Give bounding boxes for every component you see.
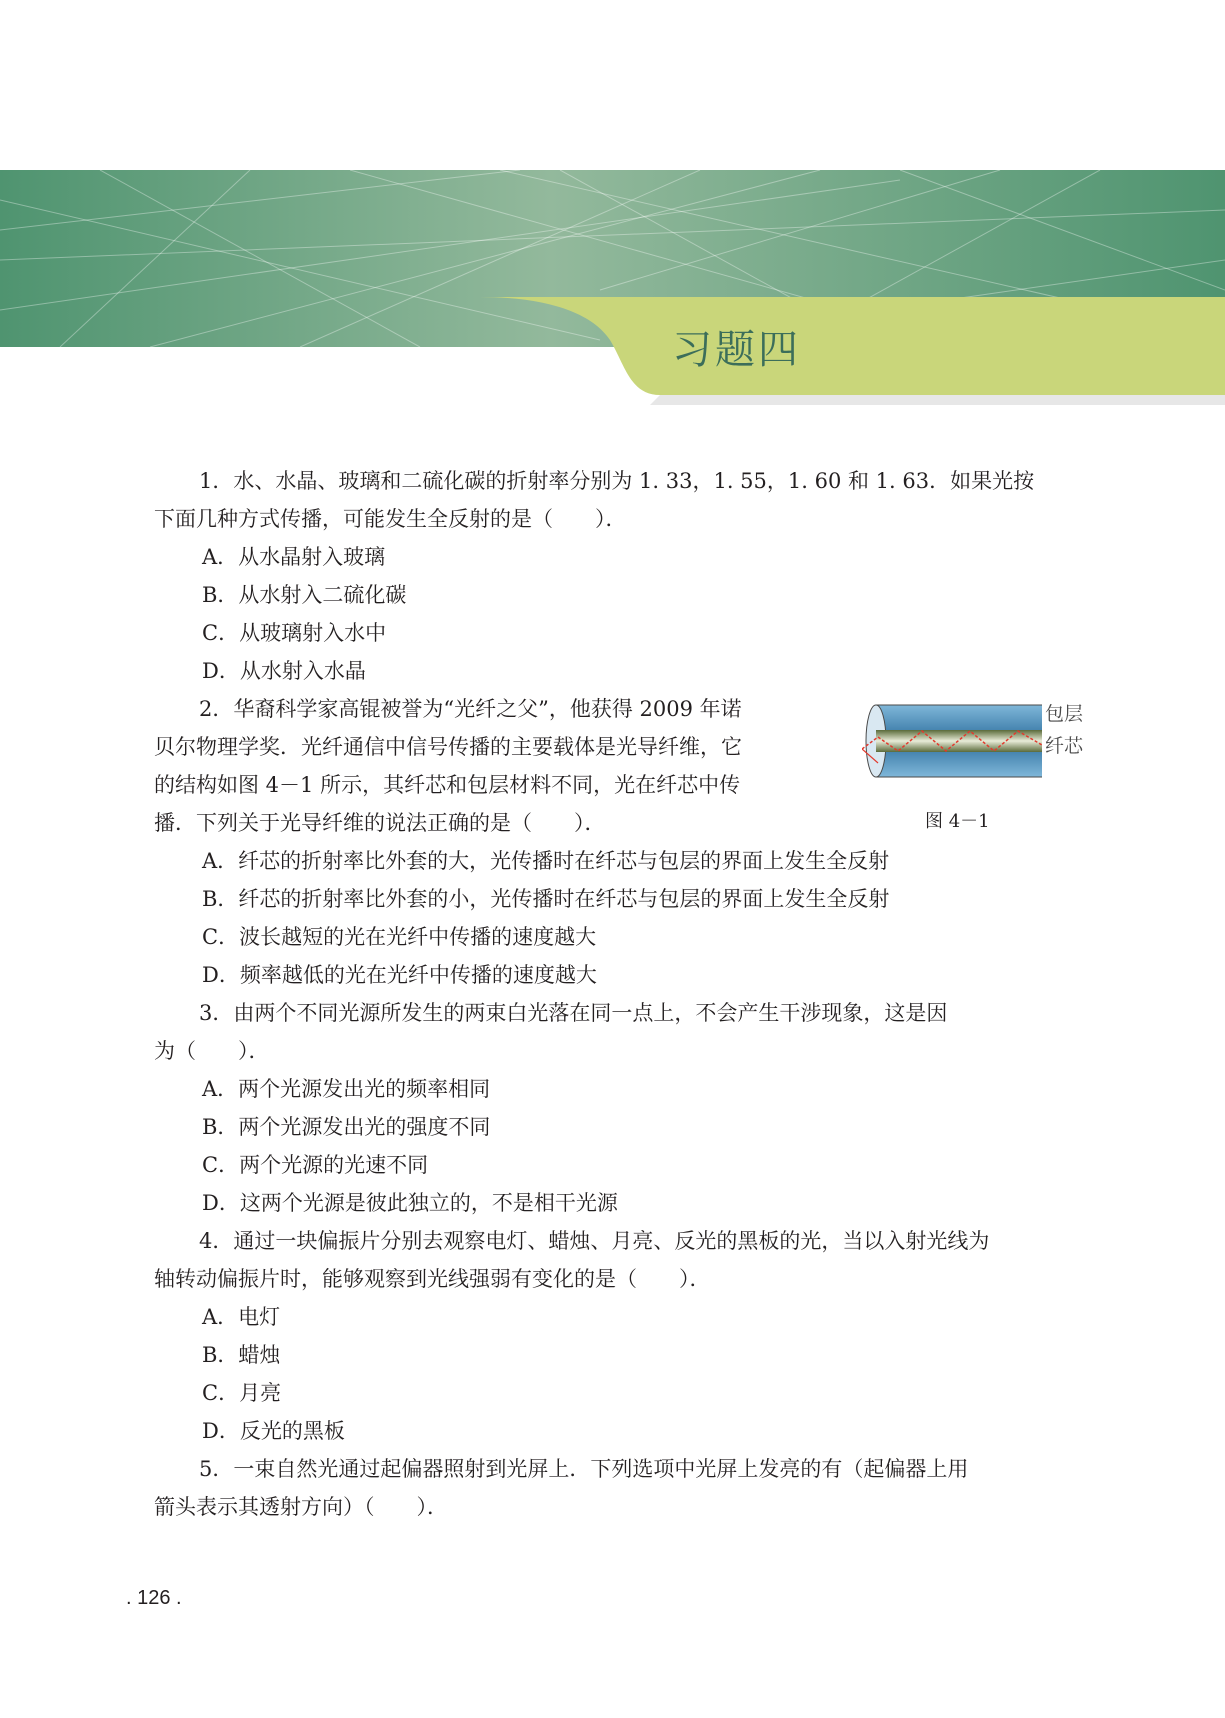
chapter-banner [0, 170, 1225, 405]
question-4-stem-line-1: 4．通过一块偏振片分别去观察电灯、蜡烛、月亮、反光的黑板的光，当以入射光线为 [199, 1229, 990, 1253]
question-4-stem-line-2: 轴转动偏振片时，能够观察到光线强弱有变化的是（ ）． [154, 1267, 711, 1291]
question-2-stem-line-3: 的结构如图 4－1 所示，其纤芯和包层材料不同，光在纤芯中传 [154, 773, 741, 797]
exercise-content [154, 462, 1094, 1526]
question-2-option-c: C．波长越短的光在光纤中传播的速度越大 [202, 925, 597, 949]
question-5 [154, 1450, 1094, 1526]
question-2-stem-line-2: 贝尔物理学奖．光纤通信中信号传播的主要载体是光导纤维，它 [154, 735, 742, 759]
question-4-option-b: B．蜡烛 [202, 1343, 281, 1367]
question-4 [154, 1222, 1094, 1450]
optical-fiber-diagram [862, 697, 1042, 791]
question-2-option-a: A．纤芯的折射率比外套的大，光传播时在纤芯与包层的界面上发生全反射 [202, 849, 890, 873]
question-3-stem-line-1: 3．由两个不同光源所发生的两束白光落在同一点上，不会产生干涉现象，这是因 [199, 1001, 948, 1025]
question-2-stem-line-4: 播．下列关于光导纤维的说法正确的是（ ）． [154, 811, 606, 835]
question-1-option-b: B．从水射入二硫化碳 [202, 583, 407, 607]
question-1-option-c: C．从玻璃射入水中 [202, 621, 387, 645]
question-3-stem-line-2: 为（ ）． [154, 1039, 270, 1063]
question-4-option-a: A．电灯 [202, 1305, 281, 1329]
question-3-option-a: A．两个光源发出光的频率相同 [202, 1077, 491, 1101]
chapter-title: 习题四 [672, 327, 801, 373]
question-4-option-d: D．反光的黑板 [202, 1419, 345, 1443]
question-3-option-b: B．两个光源发出光的强度不同 [202, 1115, 491, 1139]
core-label: 纤芯 [1045, 735, 1084, 757]
question-5-stem-line-2: 箭头表示其透射方向）（ ）． [154, 1495, 448, 1519]
question-3-option-c: C．两个光源的光速不同 [202, 1153, 429, 1177]
question-1-stem-line-2: 下面几种方式传播，可能发生全反射的是（ ）． [154, 507, 627, 531]
question-2-stem-line-1: 2．华裔科学家高锟被誉为“光纤之父”，他获得 2009 年诺 [199, 697, 742, 721]
figure-caption: 图 4－1 [925, 811, 990, 832]
cladding-label: 包层 [1045, 703, 1084, 725]
question-3 [154, 994, 1094, 1222]
question-1-stem-line-1: 1．水、水晶、玻璃和二硫化碳的折射率分别为 1. 33，1. 55，1. 60 和 1. 63．如果光按 [199, 469, 1035, 493]
question-5-stem-line-1: 5．一束自然光通过起偏器照射到光屏上．下列选项中光屏上发亮的有（起偏器上用 [199, 1457, 969, 1481]
question-4-option-c: C．月亮 [202, 1381, 282, 1405]
page-number: . 126 . [126, 1587, 182, 1609]
question-1-option-a: A．从水晶射入玻璃 [202, 545, 386, 569]
question-2-option-b: B．纤芯的折射率比外套的小，光传播时在纤芯与包层的界面上发生全反射 [202, 887, 890, 911]
question-2-option-d: D．频率越低的光在光纤中传播的速度越大 [202, 963, 597, 987]
question-1-option-d: D．从水射入水晶 [202, 659, 366, 683]
question-1 [154, 462, 1094, 690]
question-3-option-d: D．这两个光源是彼此独立的，不是相干光源 [202, 1191, 618, 1215]
